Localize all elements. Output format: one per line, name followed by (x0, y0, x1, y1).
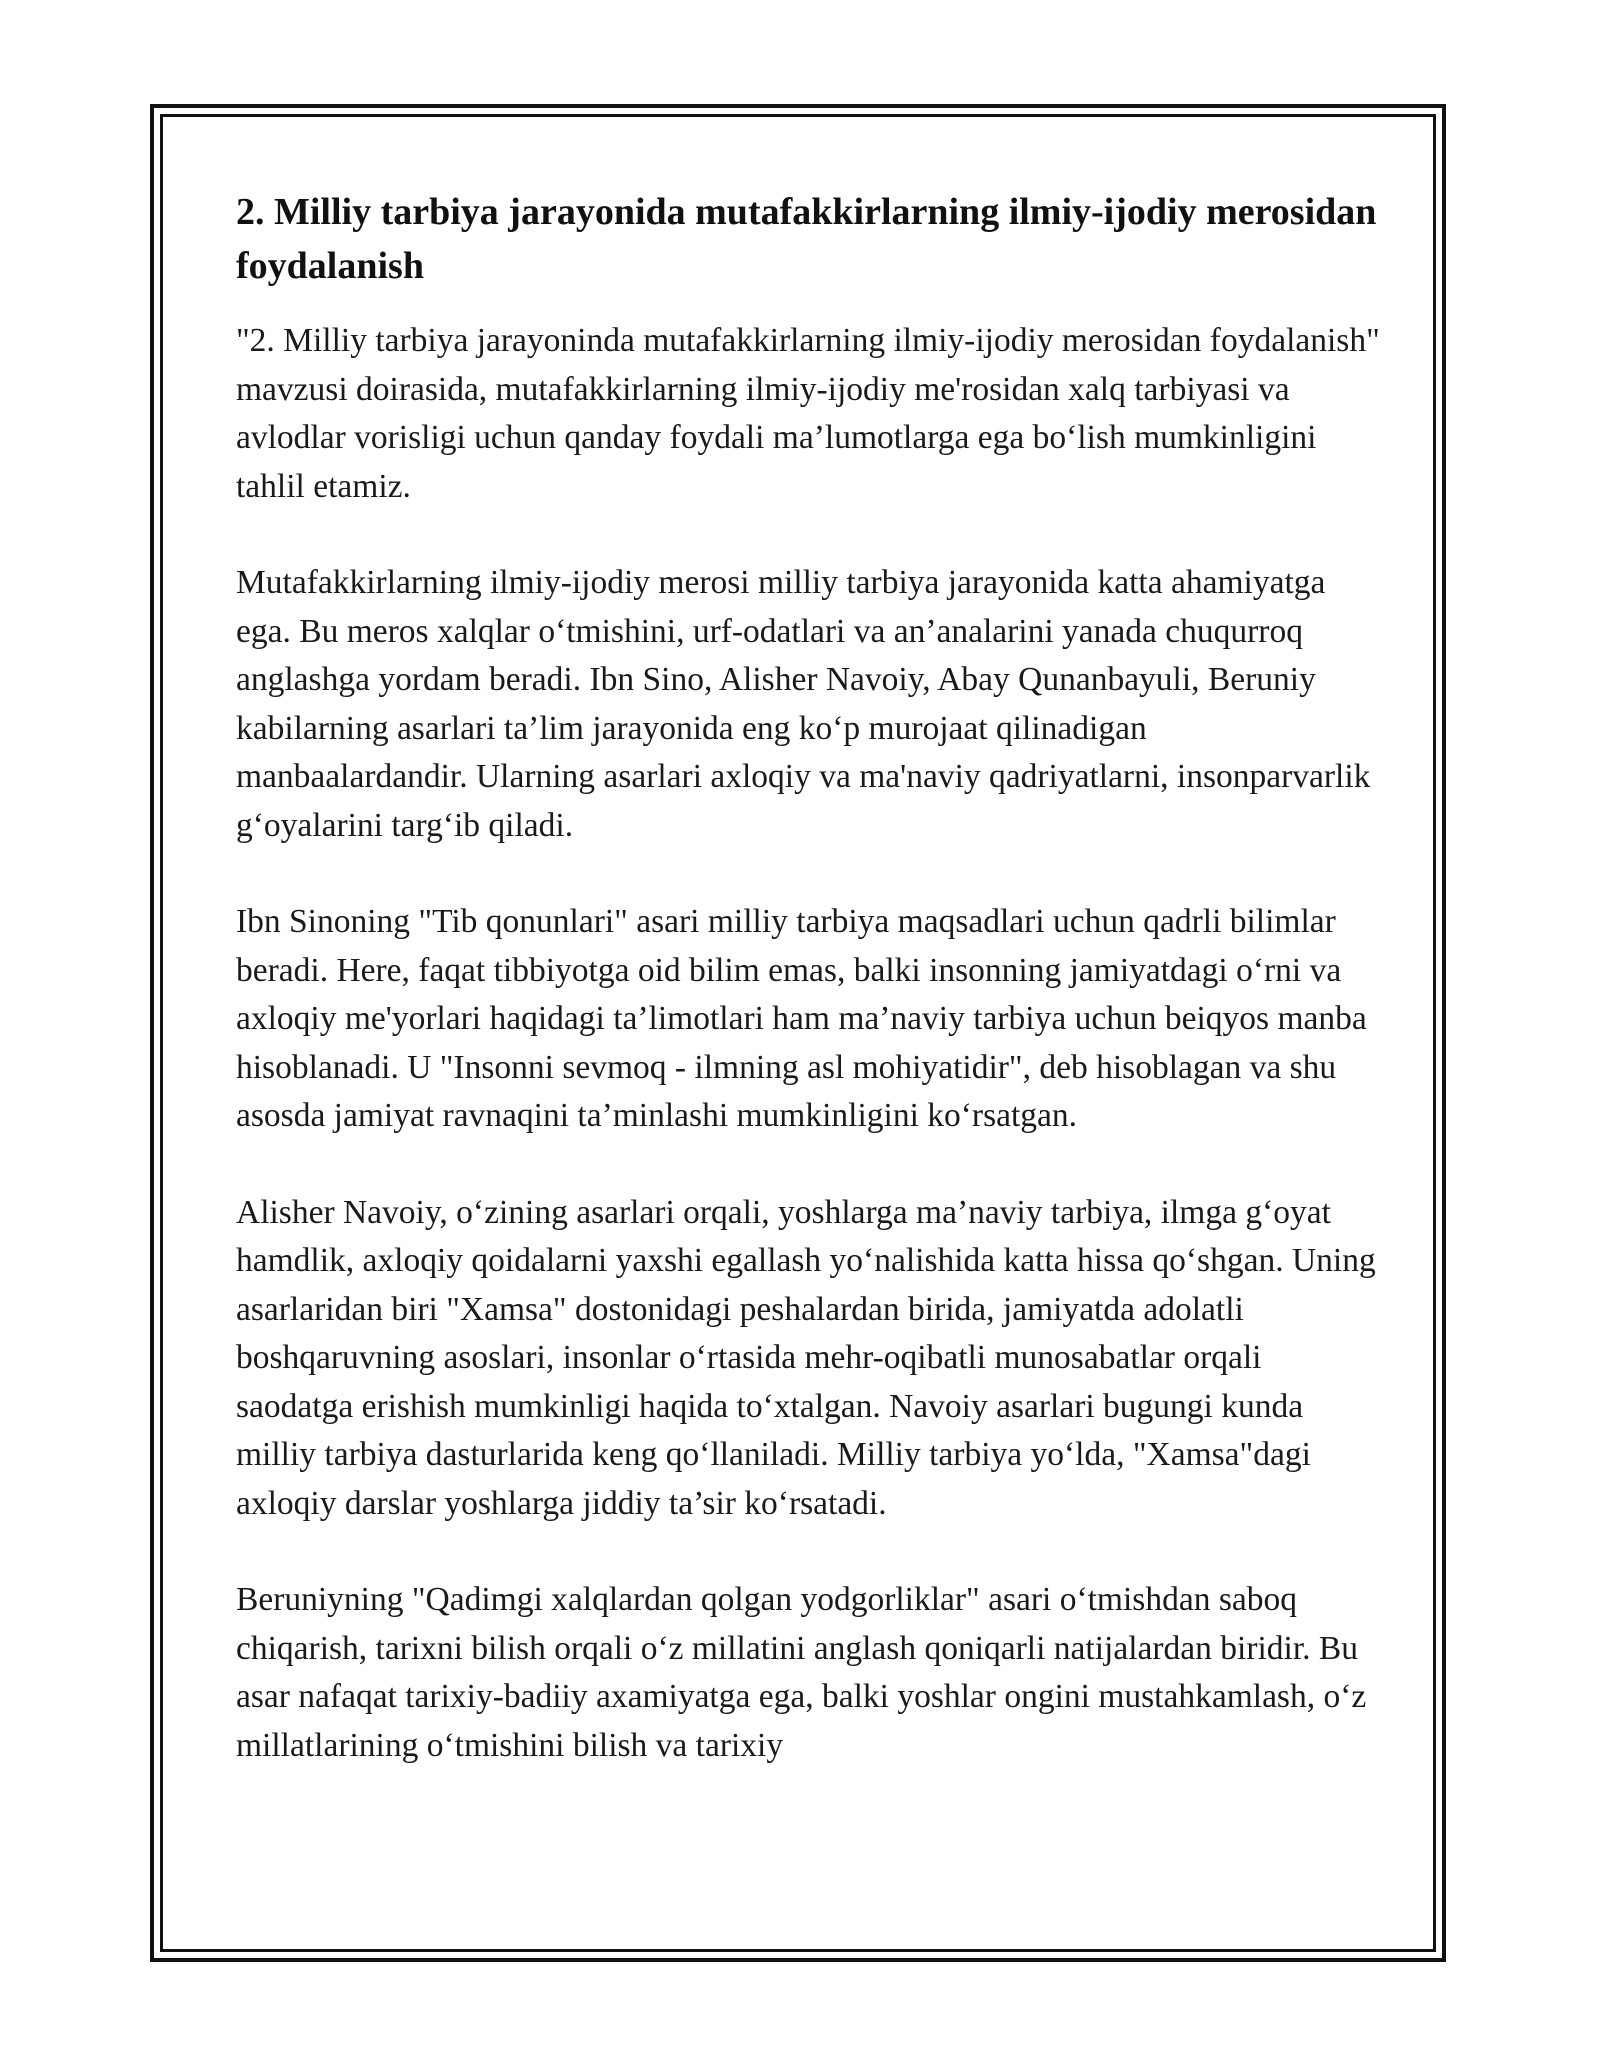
section-heading: 2. Milliy tarbiya jarayonida mutafakkirlarning ilmiy-ijodiy merosidan foydalanish (236, 191, 1377, 287)
paragraph-beruniy: Beruniyning "Qadimgi xalqlardan qolgan yodgorliklar" asari o‘tmishdan saboq chiqarish, tarixni bilish orqali o‘z millatini anglash qoniqarli natijalardan biridir. Bu asar nafaqat tarixiy-badiiy axamiyatga ega, balki yoshlar ongini mustahkamlash, o‘z millatlarining o‘tmishini bilish va tarixiy (236, 1581, 1367, 1764)
document-body (236, 185, 1386, 1818)
paragraph-heritage: Mutafakkirlarning ilmiy-ijodiy merosi milliy tarbiya jarayonida katta ahamiyatga ega. Bu meros xalqlar o‘tmishini, urf-odatlari va an’analarini yanada chuqurroq anglashga yordam beradi. Ibn Sino, Alisher Navoiy, Abay Qunanbayuli, Beruniy kabilarning asarlari ta’lim jarayonida eng ko‘p murojaat qilinadigan manbaalardandir. Ularning asarlari axloqiy va ma'naviy qadriyatlarni, insonparvarlik g‘oyalarini targ‘ib qiladi. (236, 564, 1371, 844)
paragraph-navoiy: Alisher Navoiy, o‘zining asarlari orqali, yoshlarga ma’naviy tarbiya, ilmga g‘oyat hamdlik, axloqiy qoidalarni yaxshi egallash yo‘nalishida katta hissa qo‘shgan. Uning asarlaridan biri "Xamsa" dostonidagi peshalardan birida, jamiyatda adolatli boshqaruvning asoslari, insonlar o‘rtasida mehr-oqibatli munosabatlar orqali saodatga erishish mumkinligi haqida to‘xtalgan. Navoiy asarlari bugungi kunda milliy tarbiya dasturlarida keng qo‘llaniladi. Milliy tarbiya yo‘lda, "Xamsa"dagi axloqiy darslar yoshlarga jiddiy ta’sir ko‘rsatadi. (236, 1193, 1376, 1522)
paragraph-ibn-sino: Ibn Sinoning "Tib qonunlari" asari milliy tarbiya maqsadlari uchun qadrli bilimlar beradi. Here, faqat tibbiyotga oid bilim emas, balki insonning jamiyatdagi o‘rni va axloqiy me'yorlari haqidagi ta’limotlari ham ma’naviy tarbiya uchun beiqyos manba hisoblanadi. U "Insonni sevmoq - ilmning asl mohiyatidir", deb hisoblagan va shu asosda jamiyat ravnaqini ta’minlashi mumkinligini ko‘rsatgan. (236, 903, 1367, 1134)
paragraph-intro: "2. Milliy tarbiya jarayoninda mutafakkirlarning ilmiy-ijodiy merosidan foydalanish" mavzusi doirasida, mutafakkirlarning ilmiy-ijodiy me'rosidan xalq tarbiyasi va avlodlar vorisligi uchun qanday foydali ma’lumotlarga ega bo‘lish mumkinligini tahlil etamiz. (236, 322, 1380, 505)
